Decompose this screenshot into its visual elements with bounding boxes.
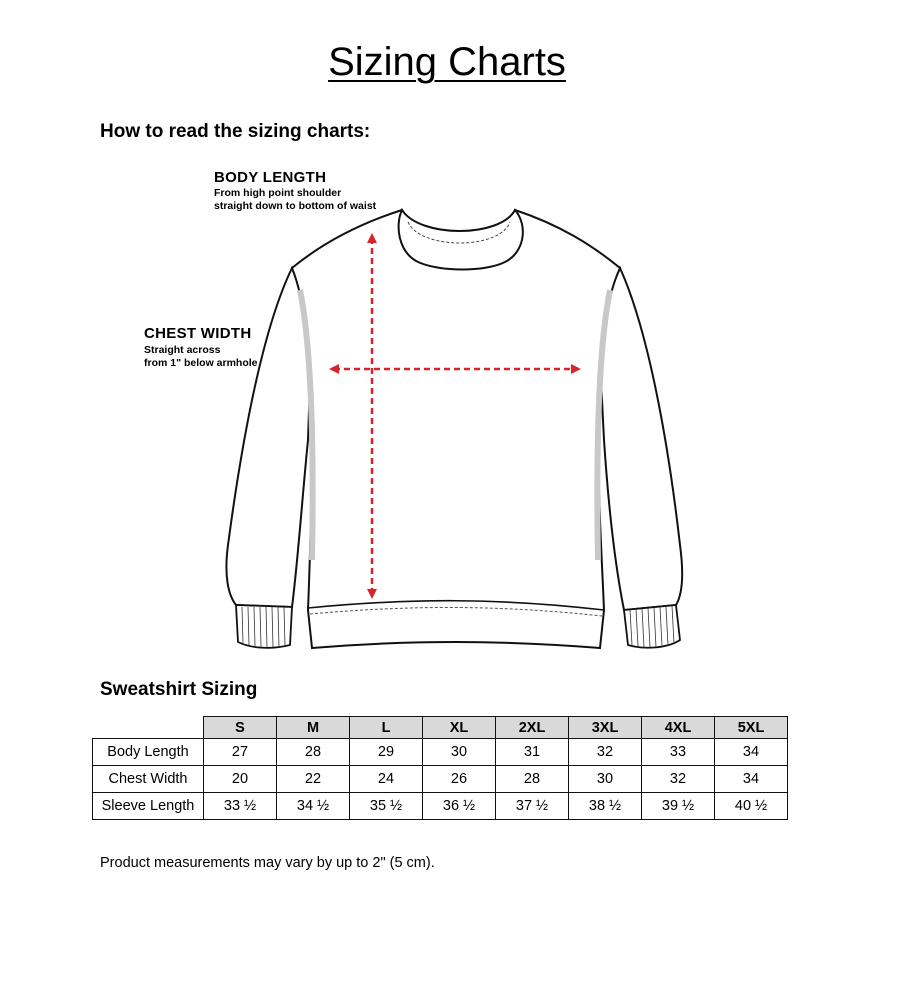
table-cell: 38 ½ [569,793,642,820]
collar [399,210,523,270]
table-cell: 32 [642,766,715,793]
table-cell: 33 ½ [204,793,277,820]
size-header: XL [423,717,496,739]
table-row [93,739,788,766]
table-cell: 39 ½ [642,793,715,820]
body-length-line-1: From high point shoulder [214,187,342,199]
size-header-row [93,717,788,739]
chest-width-line-1: Straight across [144,344,221,356]
sizing-table [92,716,788,820]
table-cell: 36 ½ [423,793,496,820]
right-sleeve [598,268,682,610]
body-length-label: BODY LENGTH [214,169,327,186]
table-cell: 29 [350,739,423,766]
table-cell: 30 [569,766,642,793]
table-cell: 34 [715,739,788,766]
size-header: S [204,717,277,739]
size-header: 2XL [496,717,569,739]
table-cell: 22 [277,766,350,793]
size-header: 4XL [642,717,715,739]
table-cell: 34 ½ [277,793,350,820]
table-cell: 34 [715,766,788,793]
body-length-line-2: straight down to bottom of waist [214,200,377,212]
table-cell: 33 [642,739,715,766]
table-cell: 37 ½ [496,793,569,820]
size-header: L [350,717,423,739]
left-cuff [236,605,292,648]
table-cell: 27 [204,739,277,766]
table-cell: 20 [204,766,277,793]
size-header: 3XL [569,717,642,739]
chest-width-line-2: from 1" below armhole [144,357,258,369]
chest-width-label: CHEST WIDTH [144,325,252,342]
table-cell: 32 [569,739,642,766]
how-to-read-heading: How to read the sizing charts: [100,121,371,142]
measurement-footnote: Product measurements may vary by up to 2" (5 cm). [100,855,435,871]
header-blank [93,717,204,739]
table-row [93,766,788,793]
right-cuff [624,605,680,648]
table-cell: 28 [496,766,569,793]
left-sleeve [226,268,312,607]
page-title: Sizing Charts [328,40,566,84]
table-cell: 35 ½ [350,793,423,820]
table-cell: 26 [423,766,496,793]
table-cell: 28 [277,739,350,766]
sweatshirt-body [292,210,620,648]
size-header: M [277,717,350,739]
table-cell: 30 [423,739,496,766]
table-cell: 24 [350,766,423,793]
table-cell: 31 [496,739,569,766]
table-cell: 40 ½ [715,793,788,820]
row-label: Body Length [93,739,204,766]
row-label: Sleeve Length [93,793,204,820]
sweatshirt-sizing-heading: Sweatshirt Sizing [100,679,258,700]
row-label: Chest Width [93,766,204,793]
table-row [93,793,788,820]
size-header: 5XL [715,717,788,739]
